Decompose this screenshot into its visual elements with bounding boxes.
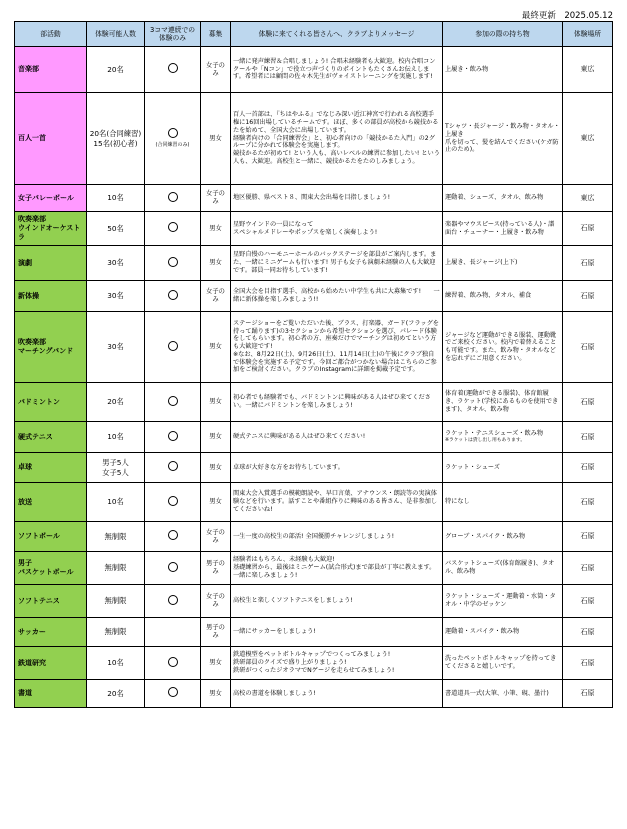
table-row	[15, 647, 613, 680]
capacity: 50名	[87, 212, 145, 246]
circle-icon	[168, 63, 178, 73]
capacity: 無制限	[87, 585, 145, 618]
recruit: 男女	[201, 93, 231, 185]
club-name: 新体操	[15, 281, 87, 312]
circle-icon	[168, 290, 178, 300]
table-row	[15, 383, 613, 422]
three-period-cell	[145, 522, 201, 552]
capacity: 30名	[87, 312, 145, 383]
location: 石原	[563, 312, 613, 383]
table-row	[15, 585, 613, 618]
last-updated: 最終更新 2025.05.12	[521, 11, 613, 21]
header-message: 体験に来てくれる皆さんへ、クラブよりメッセージ	[231, 22, 443, 47]
location: 石原	[563, 383, 613, 422]
items-to-bring: 運動着、シューズ、タオル、飲み物	[443, 185, 563, 212]
three-period-cell	[145, 552, 201, 585]
recruit: 女子のみ	[201, 185, 231, 212]
location: 石原	[563, 680, 613, 708]
recruit: 男女	[201, 312, 231, 383]
club-name: 卓球	[15, 453, 87, 483]
header-location: 体験場所	[563, 22, 613, 47]
capacity: 10名	[87, 422, 145, 453]
table-row	[15, 522, 613, 552]
table-row	[15, 185, 613, 212]
items-to-bring: ラケット・シューズ・運動着・水筒・タオル・中学のゼッケン	[443, 585, 563, 618]
three-period-cell	[145, 647, 201, 680]
club-message: 硬式テニスに興味がある人はぜひ来てください!	[231, 422, 443, 453]
club-message: 一緒に発声練習＆合唱しましょう! 合唱未経験者も大歓迎。校内合唱コンクールや「Nコン」で役立つ声づくりのポイントもたくさんお伝えします。希望者には顧問の佐々木先生がヴォイストレーニングを実施します!	[231, 47, 443, 93]
club-message: 卓球が大好きな方をお待ちしています。	[231, 453, 443, 483]
table-row	[15, 281, 613, 312]
club-name: 放送	[15, 483, 87, 522]
circle-icon	[168, 257, 178, 267]
club-name: 鉄道研究	[15, 647, 87, 680]
club-name: 男子 バスケットボール	[15, 552, 87, 585]
circle-icon	[168, 687, 178, 697]
circle-icon	[168, 128, 178, 138]
club-name: サッカー	[15, 618, 87, 647]
header-row	[15, 22, 613, 47]
recruit: 男女	[201, 383, 231, 422]
three-period-cell	[145, 312, 201, 383]
recruit: 女子のみ	[201, 522, 231, 552]
table-row	[15, 93, 613, 185]
capacity: 無制限	[87, 618, 145, 647]
table-row	[15, 246, 613, 281]
table-row	[15, 483, 613, 522]
recruit: 男子のみ	[201, 618, 231, 647]
items-to-bring: 上履き、長ジャージ(上下)	[443, 246, 563, 281]
items-to-bring: 運動着・スパイク・飲み物	[443, 618, 563, 647]
three-period-cell	[145, 422, 201, 453]
items-to-bring: 楽器やマウスピース(持っている人)・譜面台・チューナー・上履き・飲み物	[443, 212, 563, 246]
club-name: 百人一首	[15, 93, 87, 185]
circle-icon	[168, 562, 178, 572]
three-period-cell	[145, 93, 201, 185]
table-row	[15, 552, 613, 585]
club-message: 星野ウインドの一員になって スペシャルメドレーやポップスを楽しく演奏しよう!	[231, 212, 443, 246]
location: 東広	[563, 185, 613, 212]
items-to-bring: 体育着(運動ができる服装)、体育館履き、ラケット(学校にあるものを使用できます)、タオル、飲み物	[443, 383, 563, 422]
header-items: 参加の際の持ち物	[443, 22, 563, 47]
three-period-cell	[145, 483, 201, 522]
three-period-cell	[145, 281, 201, 312]
items-to-bring: バスケットシューズ(体育館履き)、タオル、飲み物	[443, 552, 563, 585]
capacity: 男子5人 女子5人	[87, 453, 145, 483]
location: 石原	[563, 522, 613, 552]
items-to-bring: 洗ったペットボトルキャップを持ってきてくださると嬉しいです。	[443, 647, 563, 680]
table-row	[15, 422, 613, 453]
recruit: 男女	[201, 483, 231, 522]
circle-icon	[168, 657, 178, 667]
three-period-cell	[145, 585, 201, 618]
items-note: ※ラケットは貸し出し用もあります。	[445, 437, 526, 443]
three-period-cell	[145, 246, 201, 281]
recruit: 男女	[201, 647, 231, 680]
three-period-cell	[145, 383, 201, 422]
items-to-bring: ラケット・シューズ	[443, 453, 563, 483]
items-to-bring: 書道道具一式(大筆、小筆、硯、墨汁)	[443, 680, 563, 708]
location: 石原	[563, 281, 613, 312]
location: 石原	[563, 585, 613, 618]
table-row	[15, 212, 613, 246]
capacity: 20名(合同練習) 15名(初心者)	[87, 93, 145, 185]
circle-icon	[168, 595, 178, 605]
table-row	[15, 453, 613, 483]
table-row	[15, 312, 613, 383]
capacity: 10名	[87, 647, 145, 680]
club-name: ソフトテニス	[15, 585, 87, 618]
location: 石原	[563, 552, 613, 585]
location: 石原	[563, 422, 613, 453]
club-message: 高校の書道を体験しましょう!	[231, 680, 443, 708]
location: 石原	[563, 647, 613, 680]
items-to-bring: ジャージなど運動ができる服装、運動靴でご来校ください。校内で着替えることも可能です。また、飲み物・タオルなどを忘れずにご用意ください。	[443, 312, 563, 383]
header-three-period: 3コマ連続での体験のみ	[145, 22, 201, 47]
club-table	[14, 21, 613, 708]
circle-icon	[168, 496, 178, 506]
club-message: 地区優勝、県ベスト８、関東大会出場を目指しましょう!	[231, 185, 443, 212]
three-period-cell	[145, 212, 201, 246]
club-name: 女子バレーボール	[15, 185, 87, 212]
three-period-note: (合同練習のみ)	[155, 142, 190, 149]
location: 石原	[563, 618, 613, 647]
club-message: 全国大会を目指す選手、高校から始めたい中学生も共に大募集です! 一緒に新体操を楽しみましょう!!	[231, 281, 443, 312]
items-to-bring: 特になし	[443, 483, 563, 522]
club-message: 経験者はもちろん、未経験も大歓迎! 基礎練習から、最後はミニゲーム(試合形式)まで部員が丁寧に教えます。一緒に楽しみましょう!	[231, 552, 443, 585]
three-period-cell	[145, 185, 201, 212]
recruit: 男女	[201, 246, 231, 281]
capacity: 10名	[87, 185, 145, 212]
recruit: 男女	[201, 212, 231, 246]
club-name: 音楽部	[15, 47, 87, 93]
items-to-bring: Tシャツ・長ジャージ・飲み物・タオル・上履き 爪を切って、髪を結んでください(ケガ防止のため)。	[443, 93, 563, 185]
location: 石原	[563, 453, 613, 483]
location: 東広	[563, 93, 613, 185]
circle-icon	[168, 530, 178, 540]
three-period-cell	[145, 618, 201, 647]
club-message: 百人一首部は、『ちはやふる』でなじみ深い近江神宮で行われる高校選手権に16回出場しているチームです。ほぼ、多くの部員が高校から競技かるたを始めて、全国大会に出場しています。 経験者向けの「合同練習会」と、初心者向けの「競技かるた入門」の2グループに分かれて体験会を実施します。 競技かるたが初めて! という人も、高いレベルの練習に参加したい! という人も、大歓迎。高校生と一緒に、競技かるたをたのしみましょう。	[231, 93, 443, 185]
club-name: 演劇	[15, 246, 87, 281]
club-message: 高校生と楽しくソフトテニスをしましょう!	[231, 585, 443, 618]
club-name: 書道	[15, 680, 87, 708]
items-to-bring: 上履き・飲み物	[443, 47, 563, 93]
circle-icon	[168, 192, 178, 202]
club-message: 鉄道模型をペットボトルキャップでつくってみましょう! 鉄研部員のクイズで盛り上がりましょう! 鉄研がつくったジオラマでNゲージを走らせてみましょう!	[231, 647, 443, 680]
circle-icon	[168, 396, 178, 406]
club-message: ステージショーをご覧いただいた後、ブラス、打楽器、ガード(フラッグを持って踊ります)の3セクションから希望セクションを選び、パレード体験をしてもらいます。初心者の方、座奏だけでマーチングは初めてという方も大歓迎です! ※なお、8月22日(土)、9月26日(土)、11月14日(土)の午後にクラブ独自で体験会を実施する予定です。今回ご都合がつかない場合はこちらのご参加をご検討ください。クラブのInstagramに詳細を掲載予定です。	[231, 312, 443, 383]
capacity: 10名	[87, 483, 145, 522]
capacity: 20名	[87, 47, 145, 93]
header-recruit: 募集	[201, 22, 231, 47]
club-message: 星野自慢のハーモニーホールのバックステージを部員がご案内します。また、一緒にミニゲームも行います! 男子も女子も演劇未経験の人も大歓迎です。部員一同お待ちしています!	[231, 246, 443, 281]
recruit: 男女	[201, 453, 231, 483]
header-capacity: 体験可能人数	[87, 22, 145, 47]
circle-icon	[168, 431, 178, 441]
recruit: 男子のみ	[201, 552, 231, 585]
club-name: バドミントン	[15, 383, 87, 422]
three-period-cell	[145, 680, 201, 708]
recruit: 女子のみ	[201, 585, 231, 618]
club-name: 吹奏楽部 ウインドオーケストラ	[15, 212, 87, 246]
circle-icon	[168, 461, 178, 471]
location: 石原	[563, 483, 613, 522]
capacity: 20名	[87, 680, 145, 708]
capacity: 20名	[87, 383, 145, 422]
location: 石原	[563, 212, 613, 246]
capacity: 無制限	[87, 522, 145, 552]
circle-icon	[168, 341, 178, 351]
capacity: 無制限	[87, 552, 145, 585]
recruit: 男女	[201, 680, 231, 708]
circle-icon	[168, 222, 178, 232]
header-club: 部活動	[15, 22, 87, 47]
club-message: 関東大会入賞選手の模範朗読や、早口言葉、アナウンス・朗読等の実演体験などを行います。話すことや番組作りに興味のある皆さん、是非参加してくださいね!	[231, 483, 443, 522]
items-to-bring: 練習着、飲み物、タオル、補食	[443, 281, 563, 312]
table-row	[15, 47, 613, 93]
club-name: 硬式テニス	[15, 422, 87, 453]
club-name: ソフトボール	[15, 522, 87, 552]
recruit: 男女	[201, 422, 231, 453]
recruit: 女子のみ	[201, 47, 231, 93]
club-message: 一緒にサッカーをしましょう!	[231, 618, 443, 647]
three-period-cell	[145, 47, 201, 93]
recruit: 女子のみ	[201, 281, 231, 312]
club-message: 初心者でも経験者でも、バドミントンに興味がある人はぜひ来てください。一緒にバドミントンを楽しみましょう!	[231, 383, 443, 422]
three-period-cell	[145, 453, 201, 483]
location: 石原	[563, 246, 613, 281]
club-name: 吹奏楽部 マーチングバンド	[15, 312, 87, 383]
capacity: 30名	[87, 281, 145, 312]
table-row	[15, 618, 613, 647]
location: 東広	[563, 47, 613, 93]
items-to-bring: ラケット・テニスシューズ・飲み物 ※ラケットは貸し出し用もあります。	[443, 422, 563, 453]
items-to-bring: グローブ・スパイク・飲み物	[443, 522, 563, 552]
club-message: 一生一度の高校生の部活! 全国優勝チャレンジしましょう!	[231, 522, 443, 552]
capacity: 30名	[87, 246, 145, 281]
table-row	[15, 680, 613, 708]
